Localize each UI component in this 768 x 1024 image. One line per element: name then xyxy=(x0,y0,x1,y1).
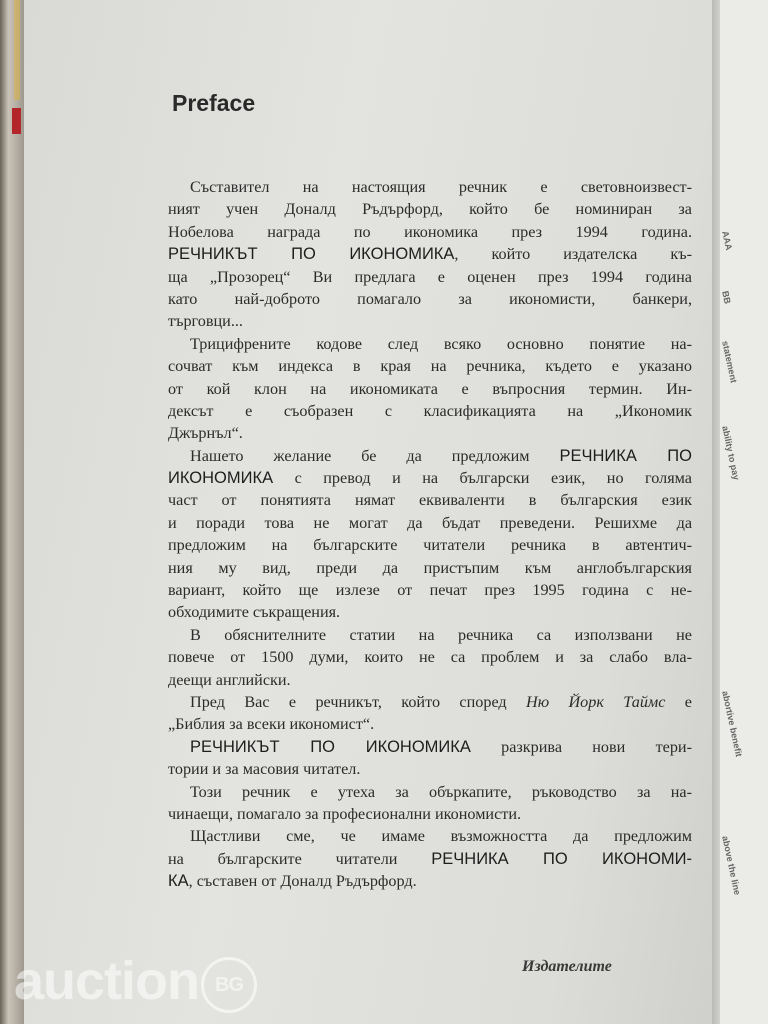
watermark-text: auction xyxy=(14,951,200,1011)
text-segment: част от понятията нямат еквиваленти в българския език xyxy=(168,491,692,510)
text-segment: сочват към индекса в края на речника, където е указано xyxy=(168,357,692,376)
bold-text: РЕЧНИКА ПО ИКОНОМИ- xyxy=(431,849,693,868)
adjacent-page-term: BB xyxy=(720,290,733,305)
text-segment: деещи английски. xyxy=(168,670,291,689)
text-segment: Нашето желание бе да предложим xyxy=(190,446,560,465)
bold-text: РЕЧНИКЪТ ПО ИКОНОМИКА xyxy=(168,245,455,264)
text-line xyxy=(168,512,692,534)
text-segment: повече от 1500 думи, които не са проблем и за слабо вла- xyxy=(168,648,692,667)
adjacent-page xyxy=(720,0,768,1024)
text-segment: дексът е съобразен с класификацията на „Икономик xyxy=(168,401,692,420)
text-line xyxy=(168,669,692,691)
text-line xyxy=(168,691,692,713)
text-line xyxy=(168,870,692,892)
adjacent-page-term: ability to pay xyxy=(720,425,742,481)
text-line xyxy=(168,378,692,400)
text-segment: чинаещи, помагало за професионални икономисти. xyxy=(168,804,522,823)
text-line xyxy=(168,243,692,265)
text-line xyxy=(168,825,692,847)
text-line xyxy=(168,848,692,870)
text-line xyxy=(168,579,692,601)
text-segment: разкрива нови тери- xyxy=(470,737,692,756)
page-title: Preface xyxy=(172,90,256,116)
adjacent-page-term: AAA xyxy=(720,230,735,252)
bold-text: ИКОНОМИКА xyxy=(168,469,274,488)
text-segment: тории и за масовия читател. xyxy=(168,760,361,779)
text-line xyxy=(168,557,692,579)
text-segment: ния му вид, преди да пристъпим към англобългарския xyxy=(168,558,692,577)
adjacent-page-term: abortive benefit xyxy=(720,690,744,758)
text-segment: ният учен Доналд Ръдърфорд, който бе номиниран за xyxy=(168,200,692,219)
text-line xyxy=(168,534,692,556)
text-segment: е xyxy=(665,692,692,711)
text-line xyxy=(168,400,692,422)
text-line xyxy=(168,736,692,758)
text-segment: вариант, който ще излезе от печат през 1995 година с не- xyxy=(168,581,692,600)
text-line xyxy=(168,646,692,668)
text-line xyxy=(168,310,692,332)
bookmark-ribbon xyxy=(12,108,21,134)
text-segment: Трицифрените кодове след всяко основно понятие на- xyxy=(190,334,692,353)
text-segment: Нобелова награда по икономика през 1994 година. xyxy=(168,222,692,241)
text-segment: като най-доброто помагало за икономисти, банкери, xyxy=(168,289,692,308)
text-segment: Този речник е утеха за объркапите, ръководство за на- xyxy=(190,782,692,801)
text-segment: с превод и на български език, но голяма xyxy=(273,469,692,488)
text-segment: , съставен от Доналд Ръдърфорд. xyxy=(188,872,417,891)
text-line xyxy=(168,176,692,198)
text-segment: В обяснителните статии на речника са използвани не xyxy=(190,625,692,644)
text-segment: , който издателска къ- xyxy=(454,245,692,264)
italic-text: Ню Йорк Таймс xyxy=(526,692,666,711)
bold-text: РЕЧНИКЪТ ПО ИКОНОМИКА xyxy=(190,737,471,756)
book-binding xyxy=(0,0,24,1024)
text-segment: на българските читатели xyxy=(168,849,432,868)
text-line xyxy=(168,355,692,377)
text-line xyxy=(168,489,692,511)
watermark-badge: BG xyxy=(201,957,257,1013)
adjacent-page-term: above the line xyxy=(720,835,743,896)
text-line xyxy=(168,467,692,489)
text-segment: Джърнъл“. xyxy=(168,424,243,443)
text-segment: и поради това не могат да бъдат преведени. Решихме да xyxy=(168,513,692,532)
text-line xyxy=(168,266,692,288)
text-line xyxy=(168,781,692,803)
book-edge xyxy=(14,0,20,100)
preface-body xyxy=(168,176,692,893)
text-segment: Съставител на настоящия речник е световноизвест- xyxy=(190,178,692,196)
bold-text: РЕЧНИКА ПО xyxy=(559,446,693,465)
text-segment: Щастливи сме, че имаме възможността да предложим xyxy=(190,827,692,846)
text-line xyxy=(168,624,692,646)
text-segment: ща „Прозорец“ Ви предлага е оценен през 1994 година xyxy=(168,267,692,286)
text-line xyxy=(168,333,692,355)
bold-text: КА xyxy=(168,872,189,891)
text-line xyxy=(168,288,692,310)
text-line xyxy=(168,422,692,444)
text-segment: предложим на българските читатели речника в автентич- xyxy=(168,536,692,555)
text-segment: Пред Вас е речникът, който според xyxy=(190,692,527,711)
text-line xyxy=(168,445,692,467)
text-line xyxy=(168,198,692,220)
text-segment: обходимите съкращения. xyxy=(168,603,341,622)
text-line xyxy=(168,601,692,623)
text-line xyxy=(168,803,692,825)
text-segment: „Библия за всеки икономист“. xyxy=(168,715,375,734)
text-segment: от кой клон на икономиката е въпросния термин. Ин- xyxy=(168,379,692,398)
watermark xyxy=(14,950,257,1013)
signature: Издателите xyxy=(522,958,612,975)
text-segment: търговци... xyxy=(168,312,243,331)
adjacent-page-term: statement xyxy=(720,340,739,384)
text-line xyxy=(168,713,692,735)
text-line xyxy=(168,758,692,780)
text-line xyxy=(168,221,692,243)
